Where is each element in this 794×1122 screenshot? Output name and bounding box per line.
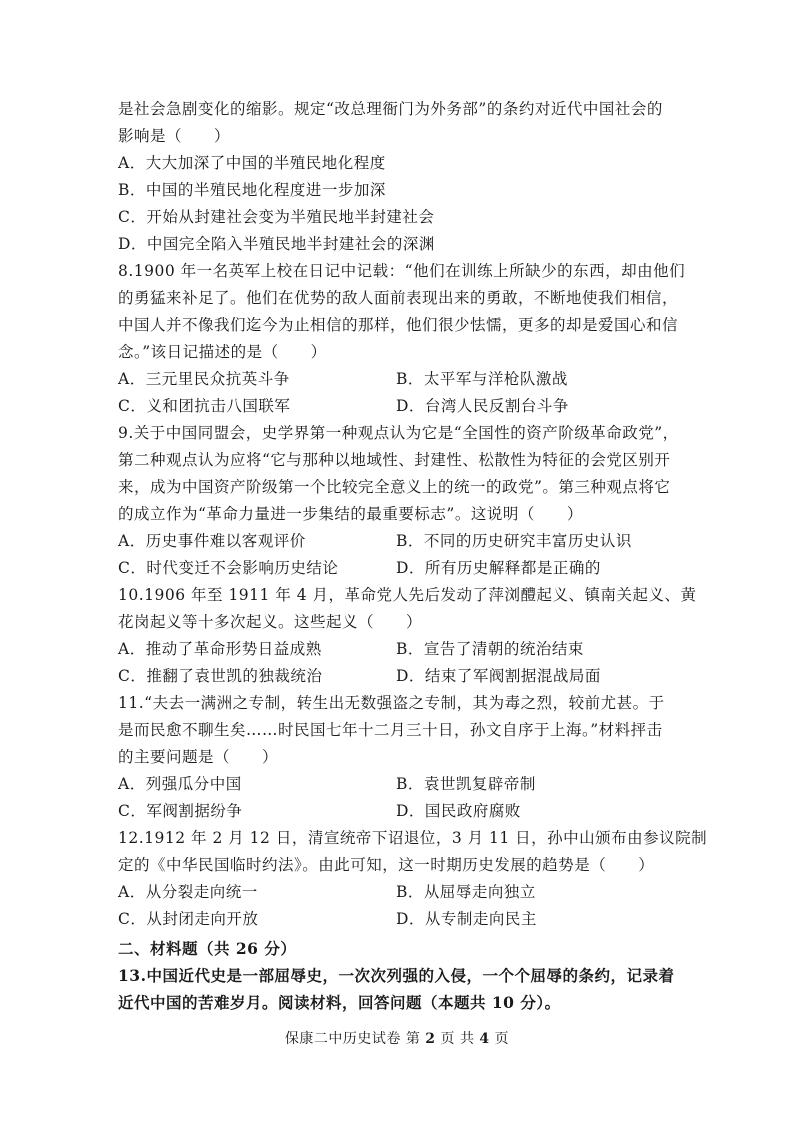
question-11-option-c: C．军阀割据纷争: [118, 802, 243, 820]
question-7-line-1: 是社会急剧变化的缩影。规定“改总理衙门为外务部”的条约对近代中国社会的: [118, 100, 663, 118]
question-11: [118, 690, 678, 825]
question-11-options-row-1: [118, 771, 678, 798]
question-10-options-row-2: [118, 663, 678, 690]
question-9-line-1: 9.关于中国同盟会，史学界第一种观点认为它是“全国性的资产阶级革命政党”，: [118, 424, 679, 442]
footer-prefix: 保康二中历史试卷 第: [284, 1031, 426, 1047]
question-8-options-row-1: [118, 366, 678, 393]
question-12-option-c: C．从封闭走向开放: [118, 910, 259, 928]
question-11-options-row-2: [118, 798, 678, 825]
question-13: [118, 962, 678, 1016]
question-13-line-2: 近代中国的苦难岁月。阅读材料，回答问题（本题共 10 分）。: [118, 993, 561, 1012]
question-8: [118, 258, 686, 420]
question-10: [118, 582, 697, 690]
question-10-option-d: D．结束了军阀割据混战局面: [396, 667, 601, 685]
question-9-options-row-1: [118, 528, 678, 555]
question-8-line-2: 的勇猛来补足了。他们在优势的敌人面前表现出来的勇敢，不断地使我们相信，: [118, 289, 679, 307]
question-12-option-b: B．从屈辱走向独立: [396, 883, 536, 901]
question-9-option-d: D．所有历史解释都是正确的: [396, 559, 601, 577]
question-12: [118, 825, 708, 933]
question-12-line-1: 12.1912 年 2 月 12 日，清宣统帝下诏退位，3 月 11 日，孙中山颁布由参议院制: [118, 829, 708, 847]
question-8-line-4: 念。”该日记描述的是（ ）: [118, 343, 327, 361]
question-8-option-b: B．太平军与洋枪队激战: [396, 370, 568, 388]
question-10-option-b: B．宣告了清朝的统治结束: [396, 640, 584, 658]
question-11-option-a: A．列强瓜分中国: [118, 775, 242, 793]
question-8-option-c: C．义和团抗击八国联军: [118, 397, 291, 415]
question-8-option-a: A．三元里民众抗英斗争: [118, 370, 290, 388]
question-9-option-a: A．历史事件难以客观评价: [118, 532, 306, 550]
question-10-option-a: A．推动了革命形势日益成熟: [118, 640, 322, 658]
question-11-option-b: B．袁世凯复辟帝制: [396, 775, 536, 793]
question-12-line-2: 定的《中华民国临时约法》。由此可知，这一时期历史发展的趋势是（ ）: [118, 856, 655, 874]
question-12-option-d: D．从专制走向民主: [396, 910, 537, 928]
question-12-option-a: A．从分裂走向统一: [118, 883, 258, 901]
question-8-line-1: 8.1900 年一名英军上校在日记中记载：“他们在训练上所缺少的东西，却由他们: [118, 262, 686, 280]
question-11-line-1: 11.“夫去一满洲之专制，转生出无数强盗之专制，其为毒之烈，较前尤甚。于: [118, 694, 665, 712]
question-9: [118, 420, 678, 582]
question-10-line-1: 10.1906 年至 1911 年 4 月，革命党人先后发动了萍浏醴起义、镇南关起义、黄: [118, 586, 697, 604]
exam-page: [118, 96, 708, 1016]
footer-page-number: 2: [425, 1031, 436, 1047]
section-2-heading: 二、材料题（共 26 分）: [118, 939, 297, 958]
question-11-line-2: 是而民愈不聊生矣……时民国七年十二月三十日，孙文自序于上海。”材料抨击: [118, 721, 663, 739]
question-8-option-d: D．台湾人民反割台斗争: [396, 397, 569, 415]
question-8-line-3: 中国人并不像我们迄今为止相信的那样，他们很少怯懦，更多的却是爱国心和信: [118, 316, 679, 334]
question-9-options-row-2: [118, 555, 678, 582]
question-8-options-row-2: [118, 393, 678, 420]
question-10-option-c: C．推翻了袁世凯的独裁统治: [118, 667, 323, 685]
footer-suffix: 页: [489, 1031, 510, 1047]
question-9-line-2: 第二种观点认为应将“它与那种以地域性、封建性、松散性为特征的会党区别开: [118, 451, 671, 469]
question-11-line-3: 的主要问题是（ ）: [118, 748, 279, 766]
question-10-options-row-1: [118, 636, 678, 663]
question-9-option-b: B．不同的历史研究丰富历史认识: [396, 532, 632, 550]
question-10-line-2: 花岗起义等十多次起义。这些起义（ ）: [118, 613, 423, 631]
question-9-option-c: C．时代变迁不会影响历史结论: [118, 559, 339, 577]
footer-middle: 页 共: [435, 1031, 480, 1047]
question-7-option-b: B．中国的半殖民地化程度进一步加深: [118, 181, 386, 199]
question-13-line-1: 13.中国近代史是一部屈辱史，一次次列强的入侵，一个个屈辱的条约，记录着: [118, 966, 675, 985]
question-7-option-a: A．大大加深了中国的半殖民地化程度: [118, 154, 386, 172]
question-9-line-3: 来，成为中国资产阶级第一个比较完全意义上的统一的政党”。第三种观点将它: [118, 478, 671, 496]
footer-total-pages: 4: [479, 1031, 490, 1047]
question-7-option-d: D．中国完全陷入半殖民地半封建社会的深渊: [118, 235, 435, 253]
question-9-line-4: 的成立作为“革命力量进一步集结的最重要标志”。这说明（ ）: [118, 505, 583, 523]
question-12-options-row-1: [118, 879, 678, 906]
question-7-line-2: 影响是（ ）: [118, 127, 231, 145]
question-11-option-d: D．国民政府腐败: [396, 802, 521, 820]
question-12-options-row-2: [118, 906, 678, 933]
question-7: [118, 96, 678, 258]
page-footer: [0, 1028, 794, 1048]
question-7-option-c: C．开始从封建社会变为半殖民地半封建社会: [118, 208, 435, 226]
